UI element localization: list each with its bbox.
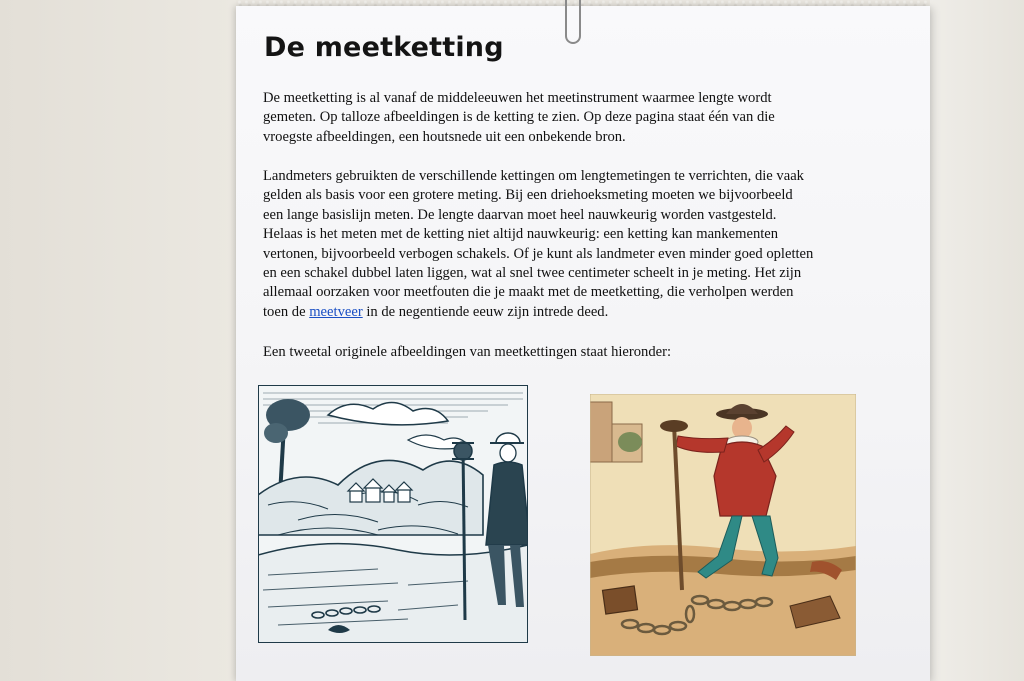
- page-title: De meetketting: [264, 32, 504, 63]
- text-line: Landmeters gebruikten de verschillende kettingen om lengtemetingen te verrichten, die vaak: [263, 168, 804, 184]
- text-line: toen de: [263, 303, 310, 320]
- woodcut-surveyor-image: [258, 385, 528, 643]
- hanging-hook-icon: [565, 0, 581, 44]
- body-paragraph: [263, 167, 903, 322]
- images-intro-text: Een tweetal originele afbeeldingen van meetkettingen staat hieronder:: [263, 344, 672, 360]
- text-line: een lange basislijn meten. De lengte daarvan moet heel nauwkeurig worden vastgesteld.: [263, 206, 777, 223]
- wall-background-left: [0, 0, 236, 681]
- text-line: in de negentiende eeuw zijn intrede deed.: [362, 303, 609, 320]
- intro-paragraph: [263, 89, 903, 147]
- meetveer-link[interactable]: meetveer: [309, 303, 363, 320]
- info-sheet: [236, 6, 930, 681]
- colored-surveyor-image: [590, 394, 856, 656]
- text-line: vertonen, bijvoorbeeld verbogen schakels. Of je kunt als landmeter even minder goed opletten: [263, 245, 814, 262]
- text-line: Helaas is het meten met de ketting niet altijd nauwkeurig: een ketting kan mankementen: [263, 226, 779, 243]
- text-line: vroegste afbeeldingen, een houtsnede uit een onbekende bron.: [263, 128, 626, 145]
- text-line: en een schakel dubbel laten liggen, wat al snel twee centimeter scheelt in je meting. Het zijn: [263, 265, 802, 282]
- wall-background-right: [930, 0, 1024, 681]
- text-line: gelden als basis voor een grotere meting. Bij een driehoeksmeting moeten we bijvoorbeeld: [263, 187, 793, 204]
- text-line: De meetketting is al vanaf de middeleeuwen het meetinstrument waarmee lengte wordt: [263, 90, 772, 106]
- text-line: allemaal oorzaken voor meetfouten die je maakt met de meetketting, die verholpen werden: [263, 284, 794, 301]
- text-line: gemeten. Op talloze afbeeldingen is de ketting te zien. Op deze pagina staat één van die: [263, 109, 775, 126]
